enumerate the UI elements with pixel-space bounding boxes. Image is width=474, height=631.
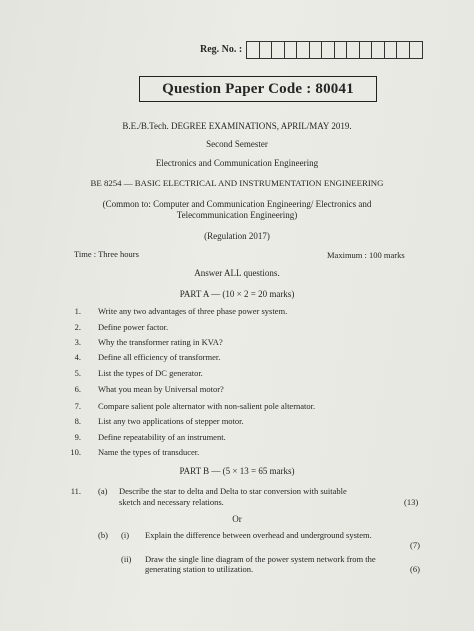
max-marks-label: Maximum : 100 marks [327,250,405,260]
course-title: BE 8254 — BASIC ELECTRICAL AND INSTRUMENTATION ENGINEERING [90,178,384,188]
question-text: Name the types of transducer. [98,447,200,457]
time-label: Time : Three hours [74,249,139,259]
subpart-b-i-label: (i) [121,530,130,540]
reg-no-box [410,42,423,58]
reg-no-box [385,42,398,58]
question-number: 9. [74,432,81,442]
question-number: 10. [70,447,81,457]
subpart-b-ii-label: (ii) [121,554,132,564]
reg-no-box [272,42,285,58]
part-b-heading: PART B — (5 × 13 = 65 marks) [179,466,295,476]
question-number: 6. [74,384,81,394]
subpart-b-ii-text-line-1: Draw the single line diagram of the power system network from the [145,554,376,564]
subpart-a-text-line-1: Describe the star to delta and Delta to star conversion with suitable [119,486,347,496]
reg-no-box [260,42,273,58]
question-text: Define power factor. [98,322,169,332]
question-number: 11. [70,486,81,496]
question-number: 4. [74,352,81,362]
subpart-a-label: (a) [98,486,108,496]
exam-title: B.E./B.Tech. DEGREE EXAMINATIONS, APRIL/MAY 2019. [122,121,352,131]
subpart-b-ii-text-line-2: generating station to utilization. [145,564,254,574]
reg-no-box [297,42,310,58]
regulation: (Regulation 2017) [204,231,270,241]
semester: Second Semester [206,139,268,149]
reg-no-box [310,42,323,58]
question-number: 3. [74,337,81,347]
reg-no-box [372,42,385,58]
question-paper-code [139,76,377,102]
reg-no-label: Reg. No. : [200,44,243,55]
reg-no-boxes [246,41,423,59]
instructions: Answer ALL questions. [194,268,280,278]
reg-no-box [335,42,348,58]
reg-no-box [285,42,298,58]
subpart-b-ii-marks: (6) [410,564,420,574]
subpart-b-i-text: Explain the difference between overhead and underground system. [145,530,372,540]
subpart-a-text-line-2: sketch and necessary relations. [119,497,224,507]
part-a-heading: PART A — (10 × 2 = 20 marks) [179,289,295,299]
reg-no-box [360,42,373,58]
question-text: Define repeatability of an instrument. [98,432,226,442]
or-separator: Or [232,514,242,524]
reg-no-box [322,42,335,58]
reg-no-box [247,42,260,58]
question-text: List any two applications of stepper motor. [98,416,244,426]
question-number: 1. [74,306,81,316]
question-text: Define all efficiency of transformer. [98,352,221,362]
common-to-line-2: Telecommunication Engineering) [176,210,298,220]
question-number: 8. [74,416,81,426]
question-text: List the types of DC generator. [98,368,203,378]
question-text: Compare salient pole alternator with non-salient pole alternator. [98,401,316,411]
subpart-b-label: (b) [98,530,108,540]
department: Electronics and Communication Engineering [155,158,319,168]
question-paper-code-text: Question Paper Code : 80041 [162,80,354,97]
question-text: What you mean by Universal motor? [98,384,224,394]
subpart-a-marks: (13) [404,497,419,507]
subpart-b-i-marks: (7) [410,540,420,550]
question-number: 5. [74,368,81,378]
reg-no-box [397,42,410,58]
question-text: Why the transformer rating in KVA? [98,337,223,347]
question-number: 7. [74,401,81,411]
common-to-line-1: (Common to: Computer and Communication Engineering/ Electronics and [102,199,372,209]
question-text: Write any two advantages of three phase power system. [98,306,288,316]
reg-no-box [347,42,360,58]
question-number: 2. [74,322,81,332]
